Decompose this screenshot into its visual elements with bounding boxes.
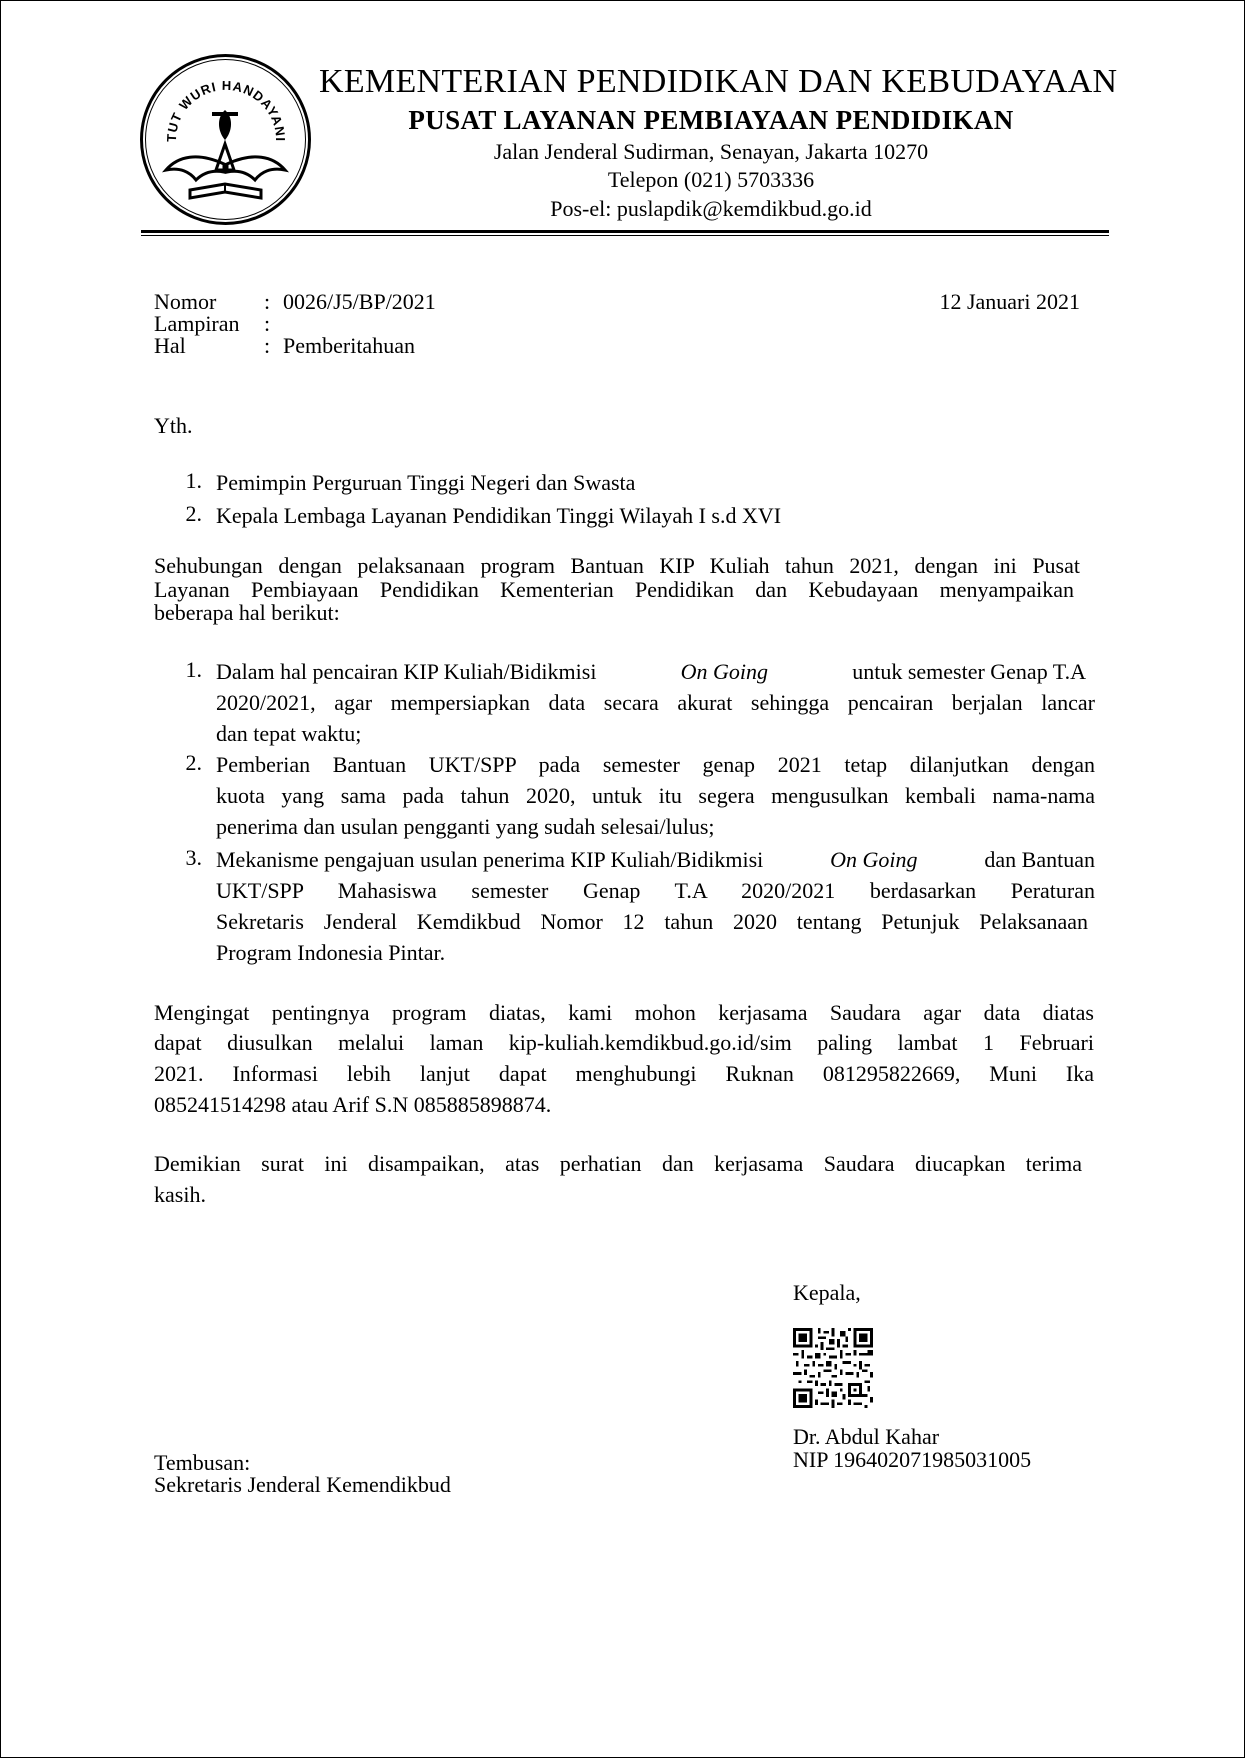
intro-line: Layanan Pembiayaan Pendidikan Kementerian Pendidikan dan Kebudayaan menyampaikan (154, 577, 1074, 602)
recipient-item: Kepala Lembaga Layanan Pendidikan Tinggi Wilayah I s.d XVI (216, 503, 782, 528)
recipient-item: Pemimpin Perguruan Tinggi Negeri dan Swasta (216, 470, 636, 495)
closing-line: 2021. Informasi lebih lanjut dapat menghubungi Ruknan 081295822669, Muni Ika (154, 1061, 1094, 1086)
closing-line: Mengingat pentingnya program diatas, kami mohon kerjasama Saudara agar data diatas (154, 1000, 1094, 1025)
qr-code-icon (793, 1328, 873, 1408)
closing-line: 085241514298 atau Arif S.N 085885898874. (154, 1092, 552, 1117)
point-italic-term: On Going (680, 659, 769, 684)
nomor-colon: : (264, 289, 271, 314)
lampiran-colon: : (264, 311, 271, 336)
point-italic-term: On Going (830, 847, 918, 872)
letterhead-divider-thin (141, 235, 1109, 236)
closing-line: dapat diusulkan melalui laman kip-kuliah.kemdikbud.go.id/sim paling lambat 1 Februari (154, 1030, 1094, 1055)
cc-label: Tembusan: (154, 1450, 251, 1475)
point-line: Program Indonesia Pintar. (216, 940, 446, 965)
point-number: 1. (185, 657, 202, 682)
point-number: 2. (185, 750, 202, 775)
thanks-line: Demikian surat ini disampaikan, atas perhatian dan kerjasama Saudara diucapkan terima (154, 1151, 1082, 1176)
point-text: Dalam hal pencairan KIP Kuliah/Bidikmisi (216, 659, 597, 684)
point-line: UKT/SPP Mahasiswa semester Genap T.A 2020/2021 berdasarkan Peraturan (216, 878, 1095, 903)
cc-recipient: Sekretaris Jenderal Kemendikbud (154, 1472, 451, 1497)
point-line: 2020/2021, agar mempersiapkan data secara akurat sehingga pencairan berjalan lancar (216, 690, 1095, 715)
nomor-value: 0026/J5/BP/2021 (283, 289, 436, 314)
point-text: untuk semester Genap T.A (852, 659, 1086, 684)
tut-wuri-handayani-logo (138, 52, 313, 227)
point-line (216, 659, 1086, 685)
unit-name: PUSAT LAYANAN PEMBIAYAAN PENDIDIKAN (408, 105, 1014, 135)
intro-line: Sehubungan dengan pelaksanaan program Bantuan KIP Kuliah tahun 2021, dengan ini Pusat (154, 553, 1080, 578)
intro-line: beberapa hal berikut: (154, 600, 340, 625)
nomor-label: Nomor (154, 289, 217, 314)
signatory-nip: NIP 196402071985031005 (793, 1447, 1032, 1472)
letter-date: 12 Januari 2021 (939, 289, 1080, 314)
point-text: dan Bantuan (984, 847, 1095, 872)
point-line: penerima dan usulan pengganti yang sudah selesai/lulus; (216, 814, 715, 839)
logo-motto-text: TUT WURI HANDAYANI (163, 77, 289, 143)
point-line: Pemberian Bantuan UKT/SPP pada semester genap 2021 tetap dilanjutkan dengan (216, 752, 1095, 777)
address-line: Jalan Jenderal Sudirman, Senayan, Jakarta 10270 (493, 139, 929, 164)
thanks-line: kasih. (154, 1182, 206, 1207)
hal-label: Hal (154, 333, 186, 358)
signatory-name: Dr. Abdul Kahar (793, 1424, 940, 1449)
signatory-title: Kepala, (793, 1280, 861, 1305)
point-line: kuota yang sama pada tahun 2020, untuk itu segera mengusulkan kembali nama-nama (216, 783, 1095, 808)
point-number: 3. (185, 845, 202, 870)
recipient-number: 2. (185, 501, 202, 526)
phone-line: Telepon (021) 5703336 (607, 167, 815, 192)
letterhead-divider (141, 230, 1109, 233)
point-text: Mekanisme pengajuan usulan penerima KIP Kuliah/Bidikmisi (216, 847, 764, 872)
point-line: dan tepat waktu; (216, 721, 362, 746)
point-line: Sekretaris Jenderal Kemdikbud Nomor 12 tahun 2020 tentang Petunjuk Pelaksanaan (216, 909, 1088, 934)
recipient-number: 1. (185, 468, 202, 493)
point-line (216, 847, 1095, 873)
ministry-name: KEMENTERIAN PENDIDIKAN DAN KEBUDAYAAN (319, 63, 1118, 100)
email-line: Pos-el: puslapdik@kemdikbud.go.id (550, 196, 872, 221)
lampiran-label: Lampiran (154, 311, 240, 336)
hal-colon: : (264, 333, 271, 358)
hal-value: Pemberitahuan (283, 333, 415, 358)
salutation: Yth. (154, 413, 193, 438)
